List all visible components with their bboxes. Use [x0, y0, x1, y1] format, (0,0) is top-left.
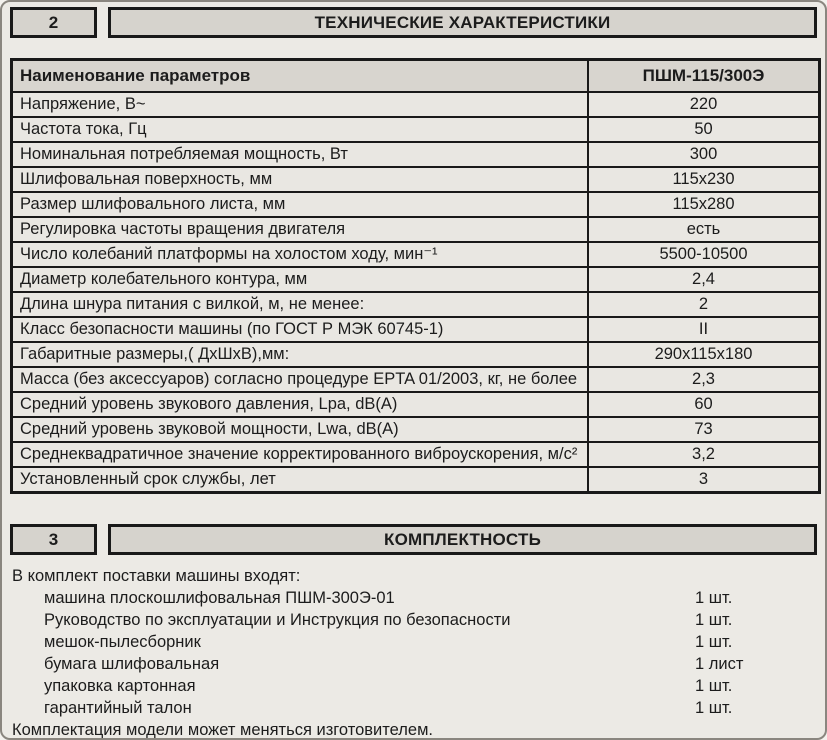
- table-row: [12, 167, 820, 192]
- param-column-header: Наименование параметров: [12, 60, 589, 93]
- param-cell: Габаритные размеры,( ДхШхВ),мм:: [12, 342, 589, 367]
- value-cell: 220: [588, 92, 820, 117]
- item-name: упаковка картонная: [44, 677, 196, 695]
- value-column-header: ПШМ-115/300Э: [588, 60, 820, 93]
- package-intro: В комплект поставки машины входят:: [12, 567, 301, 585]
- table-row: [12, 117, 820, 142]
- section-title: ТЕХНИЧЕСКИЕ ХАРАКТЕРИСТИКИ: [314, 12, 611, 32]
- section-header-package: [10, 524, 817, 555]
- value-cell: 2: [588, 292, 820, 317]
- param-cell: Размер шлифовального листа, мм: [12, 192, 589, 217]
- spec-table-body: [12, 92, 820, 493]
- param-cell: Частота тока, Гц: [12, 117, 589, 142]
- value-cell: II: [588, 317, 820, 342]
- param-cell: Номинальная потребляемая мощность, Вт: [12, 142, 589, 167]
- item-name: гарантийный талон: [44, 699, 192, 717]
- item-qty: 1 шт.: [695, 633, 733, 651]
- value-cell: 115x280: [588, 192, 820, 217]
- table-row: [12, 342, 820, 367]
- list-item: [12, 631, 817, 653]
- table-row: [12, 442, 820, 467]
- table-header-row: [12, 60, 820, 93]
- table-row: [12, 217, 820, 242]
- value-cell: 290x115x180: [588, 342, 820, 367]
- param-cell: Класс безопасности машины (по ГОСТ Р МЭК 60745-1): [12, 317, 589, 342]
- table-row: [12, 392, 820, 417]
- section-number: 2: [48, 12, 59, 32]
- table-row: [12, 242, 820, 267]
- table-row: [12, 142, 820, 167]
- table-row: [12, 292, 820, 317]
- param-cell: Напряжение, В~: [12, 92, 589, 117]
- item-name: машина плоскошлифовальная ПШМ-300Э-01: [44, 589, 395, 607]
- value-cell: 60: [588, 392, 820, 417]
- table-row: [12, 467, 820, 493]
- section-number-box: [10, 524, 97, 555]
- param-cell: Средний уровень звукового давления, Lpa, dB(A): [12, 392, 589, 417]
- table-row: [12, 417, 820, 442]
- table-row: [12, 317, 820, 342]
- section-header-specs: [10, 7, 817, 38]
- item-qty: 1 шт.: [695, 589, 733, 607]
- param-cell: Шлифовальная поверхность, мм: [12, 167, 589, 192]
- package-note: Комплектация модели может меняться изготовителем.: [12, 721, 433, 739]
- section-number: 3: [48, 529, 59, 549]
- list-item: [12, 609, 817, 631]
- package-list: [12, 587, 817, 719]
- item-name: мешок-пылесборник: [44, 633, 201, 651]
- value-cell: 300: [588, 142, 820, 167]
- value-cell: 2,3: [588, 367, 820, 392]
- value-cell: 5500-10500: [588, 242, 820, 267]
- param-cell: Число колебаний платформы на холостом ходу, мин⁻¹: [12, 242, 589, 267]
- item-qty: 1 шт.: [695, 677, 733, 695]
- table-row: [12, 267, 820, 292]
- spec-table: [10, 58, 821, 494]
- item-qty: 1 лист: [695, 655, 744, 673]
- list-item: [12, 653, 817, 675]
- value-cell: 3,2: [588, 442, 820, 467]
- param-cell: Установленный срок службы, лет: [12, 467, 589, 493]
- section-title-bar: [108, 7, 817, 38]
- section-number-box: [10, 7, 97, 38]
- package-section: [12, 565, 817, 740]
- param-cell: Масса (без аксессуаров) согласно процедуре EPTA 01/2003, кг, не более: [12, 367, 589, 392]
- value-cell: 115x230: [588, 167, 820, 192]
- param-cell: Регулировка частоты вращения двигателя: [12, 217, 589, 242]
- section-title-bar: [108, 524, 817, 555]
- item-name: бумага шлифовальная: [44, 655, 220, 673]
- list-item: [12, 587, 817, 609]
- table-row: [12, 192, 820, 217]
- item-qty: 1 шт.: [695, 699, 733, 717]
- value-cell: 3: [588, 467, 820, 493]
- param-cell: Среднеквадратичное значение корректированного виброускорения, м/с²: [12, 442, 589, 467]
- value-cell: 2,4: [588, 267, 820, 292]
- item-qty: 1 шт.: [695, 611, 733, 629]
- value-cell: 73: [588, 417, 820, 442]
- item-name: Руководство по эксплуатации и Инструкция по безопасности: [44, 611, 511, 629]
- list-item: [12, 697, 817, 719]
- section-title: КОМПЛЕКТНОСТЬ: [384, 529, 541, 549]
- value-cell: есть: [588, 217, 820, 242]
- param-cell: Диаметр колебательного контура, мм: [12, 267, 589, 292]
- table-row: [12, 367, 820, 392]
- value-cell: 50: [588, 117, 820, 142]
- param-cell: Длина шнура питания с вилкой, м, не менее:: [12, 292, 589, 317]
- list-item: [12, 675, 817, 697]
- param-cell: Средний уровень звуковой мощности, Lwa, dB(A): [12, 417, 589, 442]
- table-row: [12, 92, 820, 117]
